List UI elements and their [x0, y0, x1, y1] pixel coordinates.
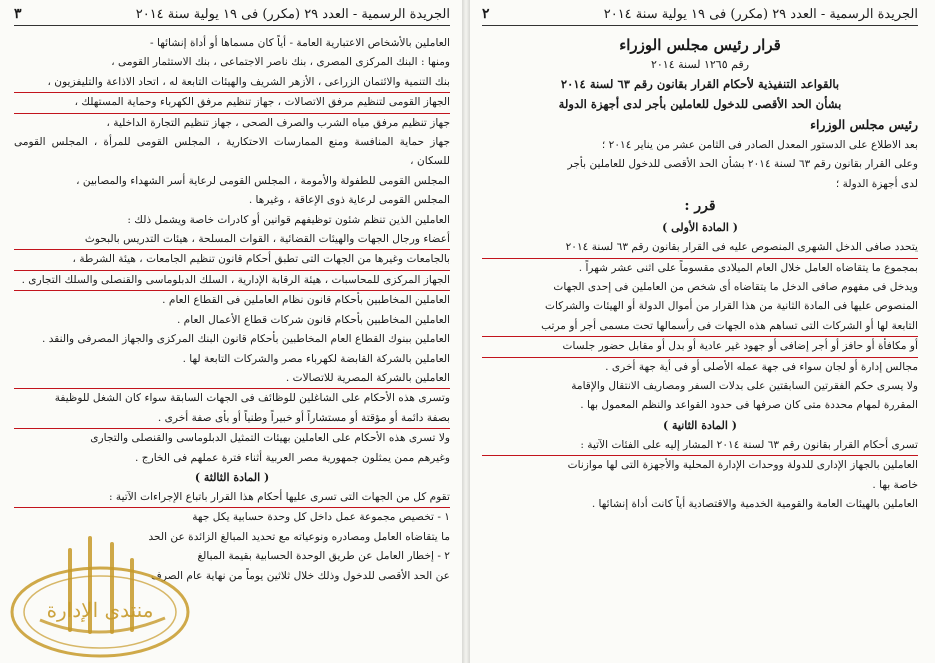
text-line: المنصوص عليها فى المادة الثانية من هذا القرار من أموال الدولة أو الهيئات والشركات: [544, 300, 918, 313]
decree-title: قرار رئيس مجلس الوزراء: [619, 36, 781, 54]
right-page: [470, 0, 932, 663]
text-line: أعضاء ورجال الجهات والهيئات القضائية ، القوات المسلحة ، هيئات التدريس بالبحوث: [14, 230, 450, 250]
left-page-header: [14, 6, 450, 26]
decree-subject: بشأن الحد الأقصى للدخول للعاملين بأجر لدى أجهزة الدولة: [558, 97, 842, 111]
text-line: العاملين بالجهاز الإدارى للدولة ووحدات الإدارة المحلية والأجهزة التى لها موازنات: [567, 459, 918, 472]
text-line: الجهاز القومى لتنظيم مرفق الاتصالات ، جهاز تنظيم مرفق الكهرباء وحماية المستهلك ،: [14, 93, 450, 113]
text-line: تقوم كل من الجهات التى تسرى عليها أحكام هذا القرار باتباع الإجراءات الآتية :: [14, 488, 450, 508]
text-line: وتسرى هذه الأحكام على الشاغلين للوظائف فى الجهات السابقة سواء كان الشغل للوظيفة: [54, 392, 450, 405]
text-line: العاملين ببنوك القطاع العام المخاطبين بأحكام قانون البنك المركزى والجهاز المصرفى والنقد .: [41, 333, 450, 346]
text-line: العاملين بالهيئات العامة والقومية الخدمية والاقتصادية أياً كانت أداة إنشائها .: [591, 498, 918, 511]
text-line: مجالس إدارة أو لجان سواء فى جهة عمله الأصلى أو فى أية جهة أخرى .: [605, 360, 918, 373]
page-number: ٣: [14, 6, 22, 22]
preamble-line: وعلى القرار بقانون رقم ٦٣ لسنة ٢٠١٤ بشأن الحد الأقصى للدخول للعاملين بأجر: [567, 158, 918, 171]
text-line: ٢ - إخطار العامل عن طريق الوحدة الحسابية بقيمة المبالغ: [197, 550, 450, 563]
watermark-text: منتدى الإدارة: [46, 598, 154, 622]
text-line: بنك التنمية والائتمان الزراعى ، الأزهر الشريف والهيئات التابعة له ، اتحاد الاذاعة والتليفزيون ،: [14, 73, 450, 93]
text-line: العاملين بالأشخاص الاعتبارية العامة - أياً كان مسماها أو أداة إنشائها -: [150, 37, 450, 49]
text-line: ويدخل فى مفهوم صافى الدخل ما يتقاضاه أى شخص من العاملين فى إحدى الجهات: [553, 281, 918, 294]
text-line: بصفة دائمة أو مؤقتة أو مستشاراً أو خبيراً وطنياً أو بأى صفة أخرى .: [14, 409, 450, 429]
text-line: يتحدد صافى الدخل الشهرى المنصوص عليه فى القرار بقانون رقم ٦٣ لسنة ٢٠١٤: [482, 238, 918, 258]
preamble-line: لدى أجهزة الدولة ؛: [835, 177, 918, 190]
text-line: العاملين بالشركة المصرية للاتصالات .: [14, 369, 450, 389]
watermark-logo: [0, 520, 200, 663]
decree-number: رقم ١٢٦٥ لسنة ٢٠١٤: [650, 58, 750, 71]
text-line: العاملين بالشركة القابضة لكهرباء مصر والشركات التابعة لها .: [182, 352, 450, 365]
text-line: الجهاز المركزى للمحاسبات ، هيئة الرقابة الإدارية ، السلك الدبلوماسى والقنصلى والسلك التجارى .: [14, 271, 450, 291]
page-title: الجريدة الرسمية - العدد ٢٩ (مكرر) فى ١٩ يولية سنة ٢٠١٤: [135, 6, 450, 22]
text-line: عن الحد الأقصى للدخول وذلك خلال ثلاثين يوماً من نهاية عام الصرف: [150, 569, 450, 582]
text-line: المقررة لمهام محددة متى كان صرفها فى حدود القواعد والنظم المعمول بها .: [580, 399, 918, 412]
decree-issuer: رئيس مجلس الوزراء: [810, 117, 918, 132]
text-line: بالجامعات وغيرها من الجهات التى تطبق أحكام قانون تنظيم الجامعات ، هيئة الشرطة ،: [14, 250, 450, 270]
article-heading: ( المادة الأولى ): [662, 221, 738, 235]
page-number: ٢: [482, 6, 490, 22]
text-line: جهاز تنظيم مرفق مياه الشرب والصرف الصحى ، جهاز تنظيم التجارة الداخلية ،: [106, 116, 450, 129]
decision-heading: قرر :: [684, 198, 716, 215]
text-line: المجلس القومى لرعاية ذوى الإعاقة ، وغيرها .: [248, 194, 450, 207]
text-line: العاملين الذين تنظم شئون توظيفهم قوانين أو كادرات خاصة ويشمل ذلك :: [127, 213, 450, 226]
text-line: وغيرهم ممن يمثلون جمهورية مصر العربية أثناء فترة عملهم فى الخارج .: [135, 451, 450, 464]
text-line: العاملين المخاطبين بأحكام قانون نظام العاملين فى القطاع العام .: [162, 294, 450, 307]
article-heading: ( المادة الثانية ): [662, 418, 738, 432]
text-line: خاصة بها .: [872, 478, 918, 491]
text-line: بمجموع ما يتقاضاه العامل خلال العام الميلادى مقسوماً على اثنى عشر شهراً .: [578, 261, 918, 274]
text-line: ١ - تخصيص مجموعة عمل داخل كل وحدة حسابية يكل جهة: [192, 511, 450, 524]
right-page-header: [482, 6, 918, 26]
text-line: جهاز حماية المنافسة ومنع الممارسات الاحتكارية ، المجلس القومى للمرأة ، المجلس القومى للسكان ،: [14, 136, 450, 168]
decree-subject: بالقواعد التنفيذية لأحكام القرار بقانون رقم ٦٣ لسنة ٢٠١٤: [560, 77, 840, 91]
text-line: ولا يسرى حكم الفقرتين السابقتين على بدلات السفر ومصاريف الانتقال والإقامة: [571, 380, 918, 393]
book-gutter: [462, 0, 470, 663]
article-heading: ( المادة الثالثة ): [194, 470, 270, 484]
text-line: ما يتقاضاه العامل ومصادره ونوعياته مع تحديد المبالغ الزائدة عن الحد: [148, 530, 450, 543]
text-line: ولا تسرى هذه الأحكام على العاملين بهيئات التمثيل الدبلوماسى والقنصلى والتجارى: [90, 432, 450, 445]
text-line: المجلس القومى للطفولة والأمومة ، المجلس القومى لرعاية أسر الشهداء والمصابين ،: [76, 174, 450, 187]
page-title: الجريدة الرسمية - العدد ٢٩ (مكرر) فى ١٩ يولية سنة ٢٠١٤: [603, 6, 918, 22]
text-line: التابعة لها أو الشركات التى تساهم هذه الجهات فى رأسمالها تحت مسمى أجر أو مرتب: [482, 317, 918, 337]
text-line: ومنها : البنك المركزى المصرى ، بنك ناصر الاجتماعى ، بنك الاستثمار القومى ،: [111, 56, 450, 69]
text-line: العاملين المخاطبين بأحكام قانون شركات قطاع الأعمال العام .: [176, 313, 450, 326]
text-line: تسرى أحكام القرار بقانون رقم ٦٣ لسنة ٢٠١٤ المشار إليه على الفئات الآتية :: [482, 436, 918, 456]
preamble-line: بعد الاطلاع على الدستور المعدل الصادر فى الثامن عشر من يناير ٢٠١٤ ؛: [601, 139, 918, 151]
text-line: أو مكافأة أو حافز أو أجر إضافى أو جهود غير عادية أو بدل أو مقابل حضور جلسات: [482, 337, 918, 357]
